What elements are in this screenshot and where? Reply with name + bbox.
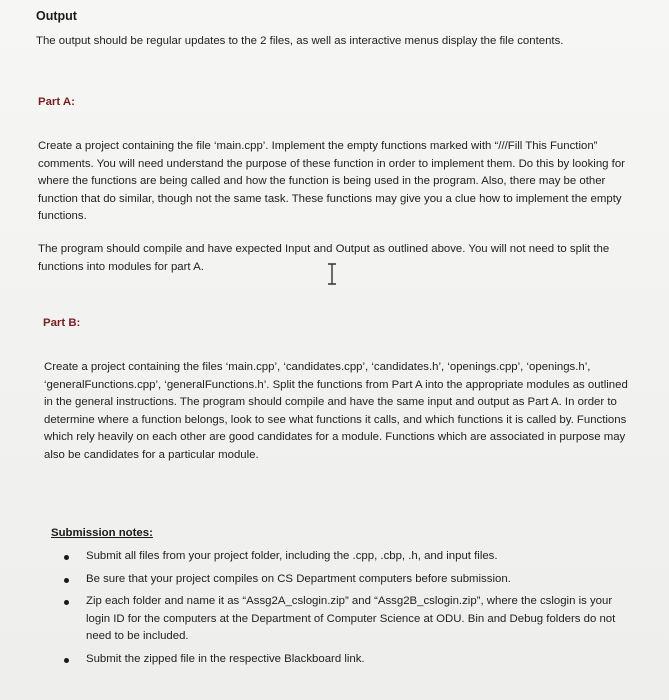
part-b-paragraph: Create a project containing the files ‘main.cpp’, ‘candidates.cpp’, ‘candidates.h’, ‘openings.cpp’, ‘openings.h’, ‘generalFunctions.cpp’, ‘generalFunctions.h’. Split the functions from Part A into the appropriate modules as outlined in the general instructions. The program should compile and have the same input and output as Part A. In order to determine where a function belongs, look to see what functions it calls, and which functions it is called by. Functions which rely heavily on each other are good candidates for a module. Functions which are associated in purpose may also be candidates for a particular module. [44, 361, 628, 461]
output-description: The output should be regular updates to the 2 files, as well as interactive menus display the file contents. [36, 35, 564, 47]
part-b-label: Part B: [43, 317, 81, 329]
list-item [62, 571, 632, 589]
list-item-text: Submit all files from your project folder, including the .cpp, .cbp, .h, and input files. [86, 550, 498, 562]
list-item [62, 593, 632, 646]
submission-notes-title: Submission notes: [51, 527, 153, 539]
list-item-text: Zip each folder and name it as “Assg2A_cslogin.zip” and “Assg2B_cslogin.zip”, where the cslogin is your login ID for the computers at the Department of Computer Science at ODU. Bin and Debug folders do not need to be included. [86, 595, 616, 642]
list-item-text: Submit the zipped file in the respective Blackboard link. [86, 652, 365, 665]
part-a-paragraph-1: Create a project containing the file ‘main.cpp’. Implement the empty functions marked with “///Fill This Function” comments. You will need understand the purpose of these function in order to implement them. Do this by looking for where the functions are being called and how the function is being used in the program. Also, there may be other function that do similar, though not the same task. These functions may give you a clue how to implement the empty functions. [38, 140, 625, 222]
bullet-icon [64, 555, 69, 560]
part-a-paragraph-2: The program should compile and have expected Input and Output as outlined above. You will not need to split the functions into modules for part A. [38, 243, 610, 273]
list-item-text: Be sure that your project compiles on CS Department computers before submission. [86, 572, 511, 585]
list-item [62, 548, 632, 566]
list-item [62, 651, 632, 669]
text-cursor-icon [325, 263, 339, 285]
part-a-label: Part A: [38, 96, 75, 108]
bullet-icon [64, 578, 69, 583]
output-heading: Output [36, 9, 77, 23]
bullet-icon [64, 600, 69, 605]
submission-notes-list [62, 548, 632, 673]
bullet-icon [64, 658, 69, 663]
